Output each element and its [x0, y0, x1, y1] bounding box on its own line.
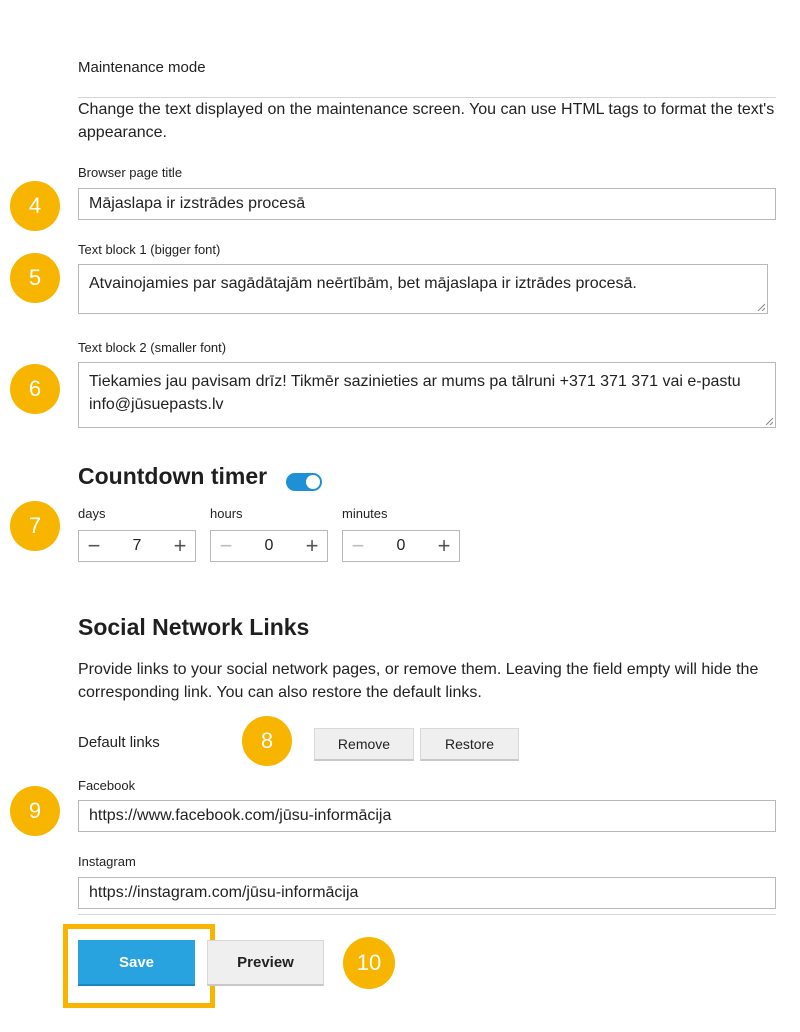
hours-stepper	[210, 530, 328, 562]
step-badge-9: 9	[10, 786, 60, 836]
step-badge-10: 10	[343, 937, 395, 989]
save-button[interactable]: Save	[78, 940, 195, 986]
days-label: days	[78, 506, 106, 521]
facebook-label: Facebook	[78, 778, 136, 793]
facebook-input[interactable]: https://www.facebook.com/jūsu-informācija	[78, 800, 776, 832]
step-badge-8: 8	[242, 716, 292, 766]
resize-handle-icon[interactable]	[757, 303, 765, 311]
minus-icon[interactable]: −	[219, 533, 233, 558]
resize-handle-icon[interactable]	[765, 417, 773, 425]
social-title: Social Network Links	[78, 614, 310, 640]
instagram-input[interactable]: https://instagram.com/jūsu-informācija	[78, 877, 776, 909]
browser-title-input[interactable]: Mājaslapa ir izstrādes procesā	[78, 188, 776, 220]
remove-button[interactable]: Remove	[314, 728, 414, 761]
minutes-value[interactable]: 0	[396, 537, 406, 554]
plus-icon[interactable]: +	[173, 533, 187, 558]
days-stepper	[78, 530, 196, 562]
toggle-knob	[306, 475, 320, 489]
step-badge-6: 6	[10, 364, 60, 414]
minus-icon[interactable]: −	[87, 533, 101, 558]
plus-icon[interactable]: +	[437, 533, 451, 558]
hours-value[interactable]: 0	[264, 537, 274, 554]
text-block-1-textarea[interactable]	[78, 264, 768, 314]
hours-label: hours	[210, 506, 243, 521]
text-block-2-label: Text block 2 (smaller font)	[78, 340, 227, 355]
countdown-title: Countdown timer	[78, 463, 268, 489]
minutes-label: minutes	[342, 506, 388, 521]
text-block-1-label: Text block 1 (bigger font)	[78, 242, 221, 257]
maintenance-description: Change the text displayed on the maintenance screen. You can use HTML tags to format the text's appearance.	[78, 101, 775, 141]
days-value[interactable]: 7	[132, 537, 142, 554]
plus-icon[interactable]: +	[305, 533, 319, 558]
step-badge-4: 4	[10, 181, 60, 231]
instagram-label: Instagram	[78, 854, 136, 869]
restore-button[interactable]: Restore	[420, 728, 519, 761]
step-badge-5: 5	[10, 253, 60, 303]
minus-icon[interactable]: −	[351, 533, 365, 558]
social-description: Provide links to your social network pages, or remove them. Leaving the field empty will hide the corresponding link. You can also restore the default links.	[78, 661, 759, 701]
maintenance-section-title: Maintenance mode	[78, 59, 206, 76]
divider	[78, 914, 776, 915]
preview-button[interactable]: Preview	[207, 940, 324, 986]
text-block-2-textarea[interactable]	[78, 362, 776, 428]
step-badge-7: 7	[10, 501, 60, 551]
default-links-label: Default links	[78, 734, 160, 751]
text-block-2-value: Tiekamies jau pavisam drīz! Tikmēr sazinieties ar mums pa tālruni +371 371 371 vai e-pastu info@jūsuepasts.lv	[89, 373, 741, 413]
browser-title-label: Browser page title	[78, 165, 183, 180]
minutes-stepper	[342, 530, 460, 562]
text-block-1-value: Atvainojamies par sagādātajām neērtībām, bet mājaslapa ir iztrādes procesā.	[89, 275, 637, 292]
countdown-toggle[interactable]	[286, 473, 322, 491]
